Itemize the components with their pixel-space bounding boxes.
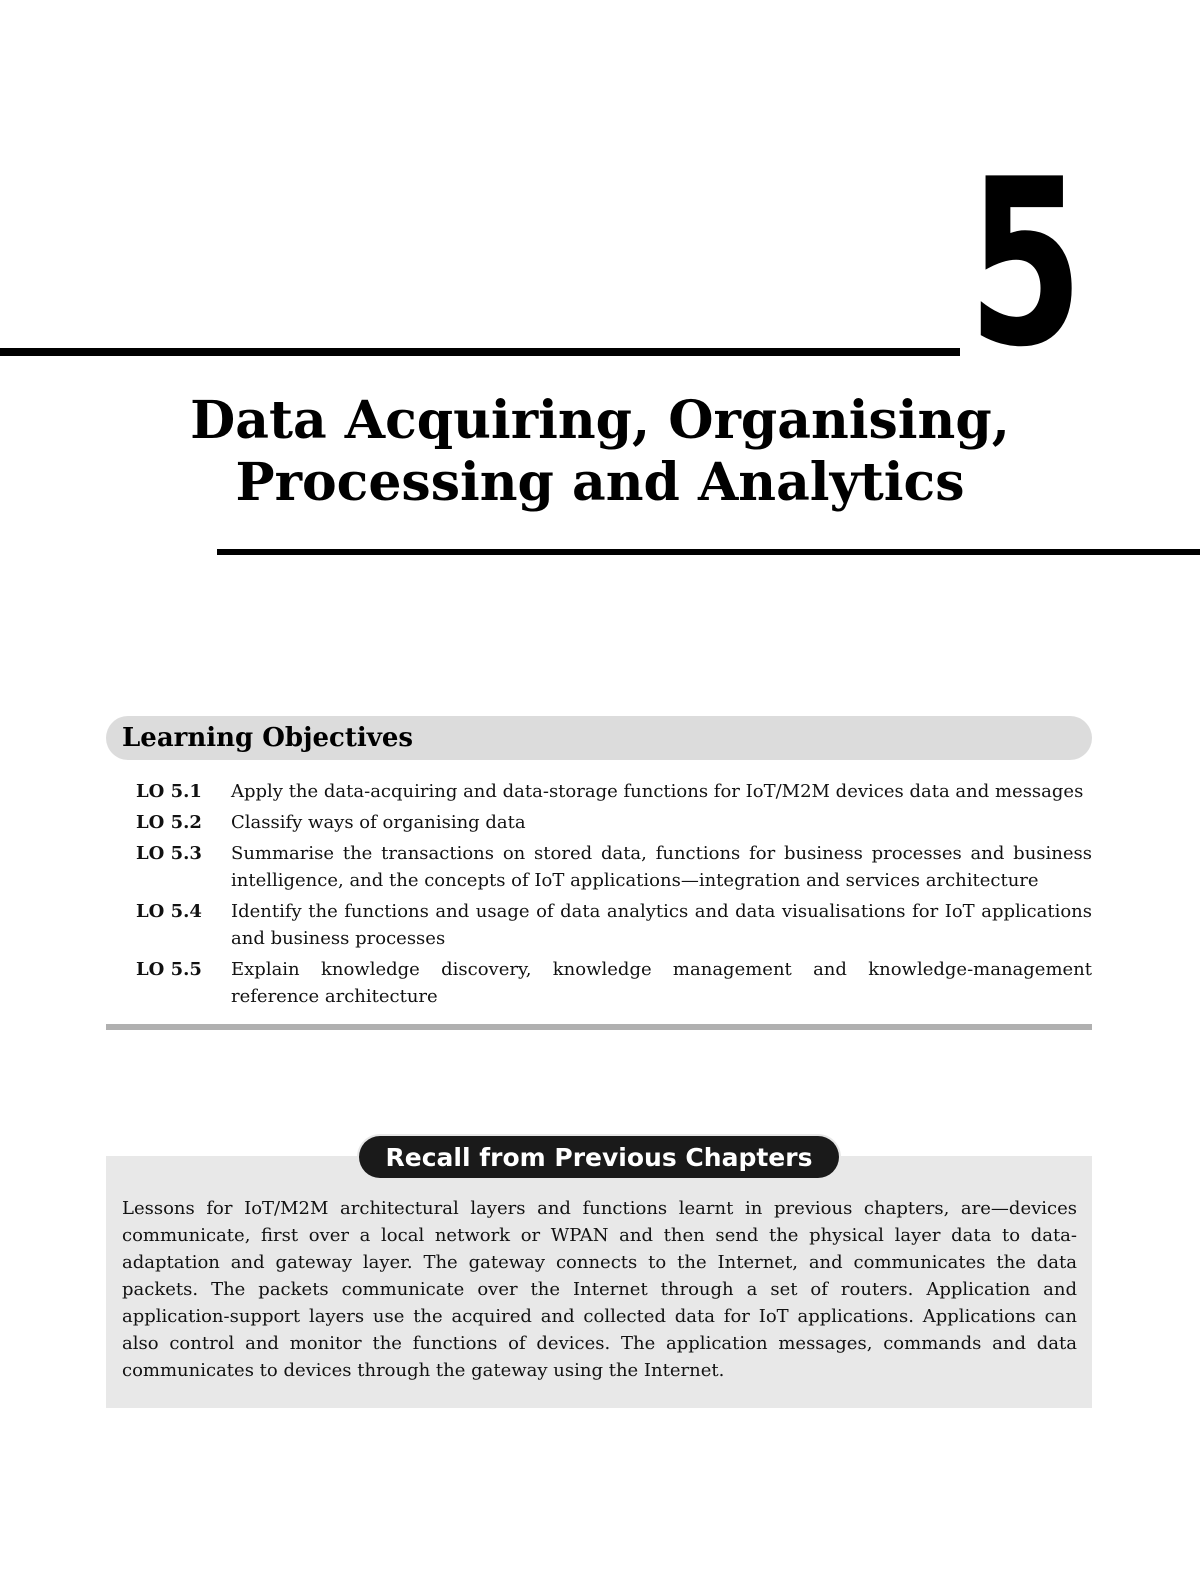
learning-objectives-section (106, 716, 1092, 1030)
chapter-title-line-1: Data Acquiring, Organising, (190, 390, 1010, 451)
lo-code: LO 5.4 (136, 901, 202, 922)
lo-text: Identify the functions and usage of data analytics and data visualisations for IoT applications and business processes (231, 901, 1092, 949)
lo-item (136, 840, 1092, 894)
lo-item (136, 898, 1092, 952)
lo-text: Apply the data-acquiring and data-storage functions for IoT/M2M devices data and messages (231, 781, 1084, 802)
lo-item (136, 809, 1092, 836)
lo-text: Explain knowledge discovery, knowledge management and knowledge-management reference architecture (231, 959, 1092, 1007)
lo-text: Classify ways of organising data (231, 812, 526, 833)
learning-objectives-bottom-rule (106, 1024, 1092, 1030)
lo-code: LO 5.5 (136, 959, 202, 980)
chapter-title-line-2: Processing and Analytics (235, 452, 965, 513)
chapter-title (150, 390, 1050, 514)
lo-code: LO 5.2 (136, 812, 202, 833)
title-rule (217, 549, 1200, 555)
lo-code: LO 5.1 (136, 781, 202, 802)
learning-objectives-list (106, 778, 1092, 1010)
top-rule (0, 348, 960, 356)
lo-item (136, 778, 1092, 805)
learning-objectives-heading: Learning Objectives (106, 716, 1092, 760)
lo-code: LO 5.3 (136, 843, 202, 864)
lo-item (136, 956, 1092, 1010)
lo-text: Summarise the transactions on stored data, functions for business processes and business intelligence, and the concepts of IoT applications—integration and services architecture (231, 843, 1092, 891)
chapter-number: 5 (968, 131, 1084, 398)
recall-heading: Recall from Previous Chapters (359, 1136, 839, 1178)
recall-paragraph: Lessons for IoT/M2M architectural layers and functions learnt in previous chapters, are—devices communicate, first over a local network or WPAN and then send the physical layer data to data-adaptation and gateway layer. The gateway connects to the Internet, and communicates the data packets. The packets communicate over the Internet through a set of routers. Application and application-support layers use the acquired and collected data for IoT applications. Applications can also control and monitor the functions of devices. The application messages, commands and data communicates to devices through the gateway using the Internet. (122, 1198, 1077, 1381)
